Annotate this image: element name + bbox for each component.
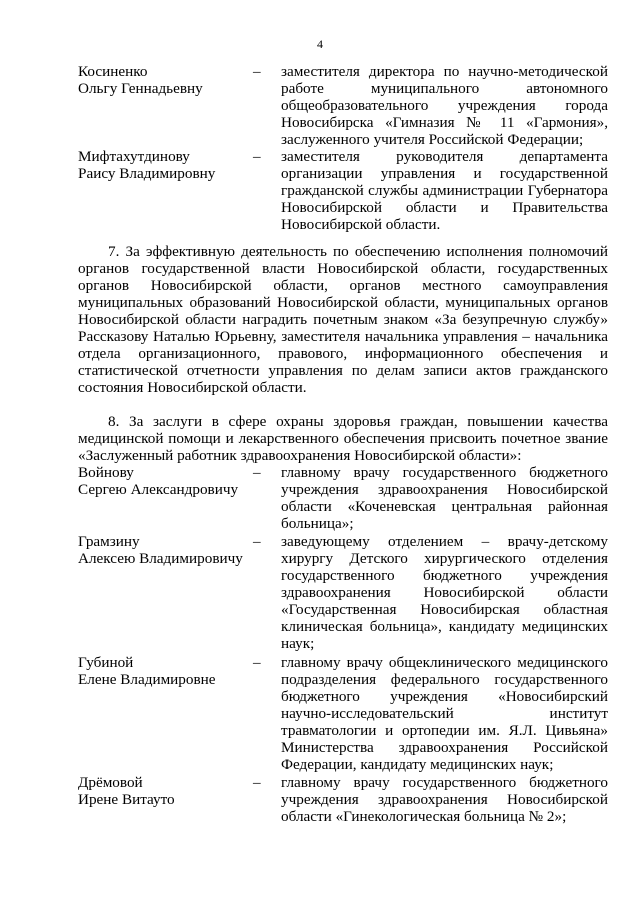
recipient-name: Войнову Сергею Александровичу (78, 464, 239, 498)
paragraph-7-text: 7. За эффективную деятельность по обеспечению исполнения полномочий органов государственной власти Новосибирской области, государственных органов Новосибирской области, органов местного самоуправления муниципальных образований Новосибирской области, муниципальных органов Новосибирской области наградить почетным знаком «За безупречную службу» Рассказову Наталью Юрьевну, заместителя начальника управления – начальника отдела организационного, правового, информационного обеспечения и статистической отчетности управления по делам записи актов гражданского состояния Новосибирской области. (78, 243, 608, 396)
recipient-name: Губиной Елене Владимировне (78, 654, 216, 688)
dash: – (253, 464, 261, 481)
dash: – (253, 63, 261, 80)
recipient-position: главному врачу государственного бюджетного учреждения здравоохранения Новосибирской области «Гинекологическая больница № 2»; (281, 774, 608, 825)
recipient-position: главному врачу общеклинического медицинского подразделения федерального государственного бюджетного учреждения «Новосибирский научно-исследовательский институт травматологии и ортопедии им. Я.Л. Цивьяна» Министерства здравоохранения Российской Федерации, кандидату медицинских наук; (281, 654, 608, 773)
recipient-name: Мифтахутдинову Раису Владимировну (78, 148, 216, 182)
dash: – (253, 533, 261, 550)
recipient-position: заведующему отделением – врачу-детскому хирургу Детского хирургического отделения государственного бюджетного учреждения здравоохранения Новосибирской области «Государственная Новосибирская областная клиническая больница», кандидату медицинских наук; (281, 533, 608, 652)
recipient-position: заместителя директора по научно-методической работе муниципального автономного общеобразовательного учреждения города Новосибирска «Гимназия № 11 «Гармония», заслуженного учителя Российской Федерации; (281, 63, 608, 148)
dash: – (253, 654, 261, 671)
dash: – (253, 774, 261, 791)
recipient-position: главному врачу государственного бюджетного учреждения здравоохранения Новосибирской области «Коченевская центральная районная больница»; (281, 464, 608, 532)
paragraph-8-text: 8. За заслуги в сфере охраны здоровья граждан, повышении качества медицинской помощи и лекарственного обеспечения присвоить почетное звание «Заслуженный работник здравоохранения Новосибирской области»: (78, 413, 608, 464)
paragraph-8 (78, 413, 608, 464)
recipient-position: заместителя руководителя департамента организации управления и государственной гражданской службы администрации Губернатора Новосибирской области и Правительства Новосибирской области. (281, 148, 608, 233)
recipient-name: Косиненко Ольгу Геннадьевну (78, 63, 203, 97)
recipient-name: Дрёмовой Ирене Витауто (78, 774, 175, 808)
recipient-name: Грамзину Алексею Владимировичу (78, 533, 243, 567)
dash: – (253, 148, 261, 165)
page-number: 4 (317, 37, 323, 51)
paragraph-7 (78, 243, 608, 396)
